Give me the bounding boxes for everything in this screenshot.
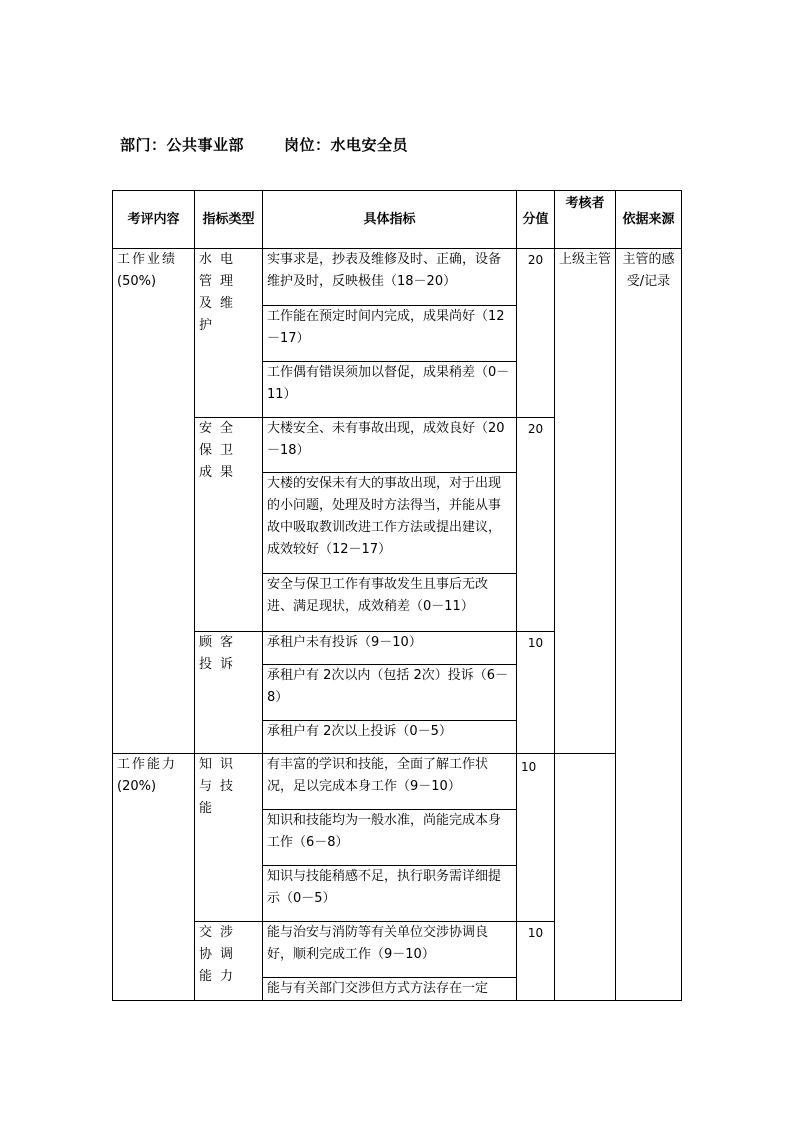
- table-row: [113, 249, 682, 306]
- category-ability: [113, 754, 195, 1001]
- indicator-type: 知识与技能: [195, 754, 263, 922]
- column-header-indicator: 具体指标: [263, 191, 517, 249]
- category-percent: (50%): [117, 274, 157, 289]
- reviewer-cell-empty: [555, 754, 616, 1001]
- indicator-item: 安全与保卫工作有事故发生且事后无改进、满足现状，成效稍差（0－11）: [263, 574, 517, 632]
- category-label: 工作业绩: [117, 252, 178, 267]
- indicator-item: 知识与技能稍感不足，执行职务需详细提示（0－5）: [263, 866, 517, 922]
- indicator-item: 实事求是，抄表及维修及时、正确，设备维护及时，反映极佳（18－20）: [263, 249, 517, 306]
- category-percent: (20%): [117, 779, 157, 794]
- column-header-content: 考评内容: [113, 191, 195, 249]
- column-header-source: 依据来源: [616, 191, 682, 249]
- indicator-item: 有丰富的学识和技能，全面了解工作状况，足以完成本身工作（9－10）: [263, 754, 517, 810]
- indicator-item: 承租户有 2次以上投诉（0－5）: [263, 721, 517, 754]
- category-label: 工作能力: [117, 757, 178, 772]
- indicator-item: 知识和技能均为一般水准，尚能完成本身工作（6－8）: [263, 810, 517, 866]
- indicator-type: 顾客投诉: [195, 632, 263, 754]
- evaluation-table: [112, 190, 682, 1001]
- table-header-row: [113, 191, 682, 249]
- indicator-item: 能与有关部门交涉但方式方法存在一定: [263, 978, 517, 1001]
- indicator-item: 能与治安与消防等有关单位交涉协调良好，顺利完成工作（9－10）: [263, 922, 517, 978]
- position-label: 岗位：水电安全员: [284, 136, 409, 154]
- score-value: 10: [517, 754, 555, 922]
- indicator-type: 交涉协调能力: [195, 922, 263, 1001]
- indicator-item: 承租户未有投诉（9－10）: [263, 632, 517, 665]
- page-header: [120, 134, 408, 155]
- indicator-item: 工作偶有错误须加以督促，成果稍差（0－11）: [263, 362, 517, 418]
- column-header-type: 指标类型: [195, 191, 263, 249]
- indicator-item: 承租户有 2次以内（包括 2次）投诉（6－8）: [263, 665, 517, 721]
- source-cell: 主管的感受/记录: [616, 249, 682, 1001]
- indicator-item: 大楼安全、未有事故出现，成效良好（20－18）: [263, 418, 517, 473]
- score-value: 20: [517, 418, 555, 632]
- column-header-reviewer: 考核者: [555, 191, 616, 249]
- reviewer-cell: 上级主管: [555, 249, 616, 754]
- score-value: 20: [517, 249, 555, 418]
- indicator-type: 安全保卫成果: [195, 418, 263, 632]
- indicator-item: 工作能在预定时间内完成，成果尚好（12－17）: [263, 306, 517, 362]
- score-value: 10: [517, 632, 555, 754]
- score-value: 10: [517, 922, 555, 1001]
- category-performance: [113, 249, 195, 754]
- column-header-score: 分值: [517, 191, 555, 249]
- table-row: [113, 754, 682, 810]
- indicator-item: 大楼的安保未有大的事故出现，对于出现的小问题，处理及时方法得当，并能从事故中吸取教训改进工作方法或提出建议，成效较好（12－17）: [263, 473, 517, 574]
- indicator-type: 水电管理及维护: [195, 249, 263, 418]
- department-label: 部门：公共事业部: [120, 136, 245, 154]
